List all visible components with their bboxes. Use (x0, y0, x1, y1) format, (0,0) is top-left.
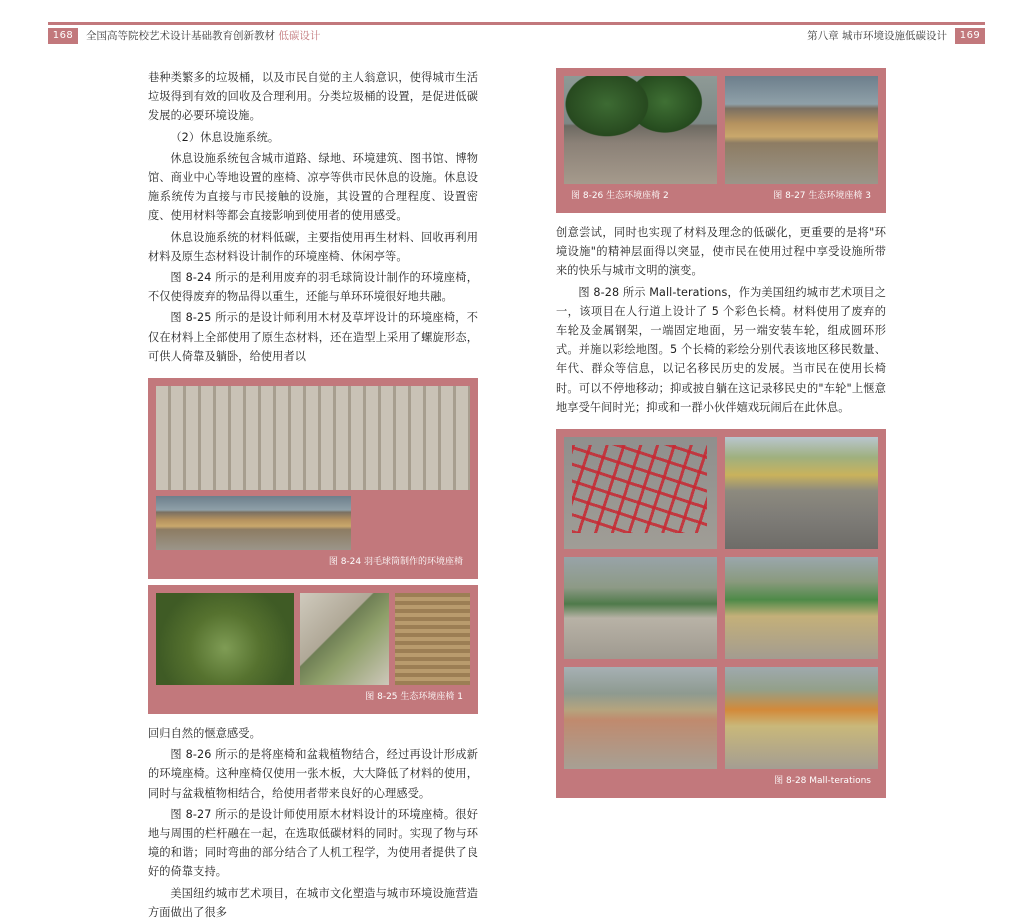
paragraph: 创意尝试，同时也实现了材料及理念的低碳化，更重要的是将"环境设施"的精神层面得以突显，使市民在使用过程中享受设施所带来的快乐与城市文明的演变。 (556, 226, 886, 278)
figure-caption: 图 8-27 生态环境座椅 3 (766, 188, 878, 205)
left-column (148, 68, 478, 924)
paragraph: 巷种类繁多的垃圾桶，以及市民自觉的主人翁意识，使得城市生活垃圾得到有效的回收及合理利用。分类垃圾桶的设置，是促进低碳发展的必要环境设施。 (148, 71, 478, 123)
paragraph: 回归自然的惬意感受。 (148, 727, 261, 741)
figure-8-25 (148, 585, 478, 714)
photo-kids-on-orange-bench (725, 667, 878, 769)
photo-tree-lined-street (725, 437, 878, 549)
paragraph: 图 8-26 所示的是将座椅和盆栽植物结合，经过再设计形成新的环境座椅。这种座椅仅使用一张木板，大大降低了材料的使用，同时与盆栽植物相结合，给使用者带来良好的心理感受。 (148, 748, 478, 800)
figure-8-28 (556, 429, 886, 798)
paragraph: 休息设施系统的材料低碳，主要指使用再生材料、回收再利用材料及原生态材料设计制作的环境座椅、休闲亭等。 (148, 230, 478, 263)
header-right-title: 第八章 城市环境设施低碳设计 (807, 30, 947, 42)
photo-child-on-wheel-bench (725, 557, 878, 659)
paragraph: 美国纽约城市艺术项目，在城市文化塑造与城市环境设施营造方面做出了很多 (148, 886, 478, 919)
header-left-title (86, 28, 320, 44)
header-left-accent: 低碳设计 (278, 30, 321, 42)
folio-right: 169 (955, 28, 985, 44)
photo-recycled-tube-benches (156, 386, 470, 490)
right-column (556, 68, 886, 808)
figure-caption: 图 8-24 羽毛球筒制作的环境座椅 (322, 554, 470, 571)
photo-bench-detail (156, 496, 351, 550)
photo-timber-bench-railing (725, 76, 878, 184)
photo-curved-wood-seat (300, 593, 389, 685)
photo-planter-bench (564, 76, 717, 184)
photo-painted-crosswalk-tire (564, 437, 717, 549)
folio-left: 168 (48, 28, 78, 44)
paragraph: 图 8-27 所示的是设计师使用原木材料设计的环境座椅。很好地与周围的栏杆融在一起，在选取低碳材料的同时。实现了物与环境的和谐；同时弯曲的部分结合了人机工程学，为使用者提供了良好的倚靠支持。 (148, 807, 478, 879)
paragraph: 图 8-28 所示 Mall-terations，作为美国纽约城市艺术项目之一，该项目在人行道上设计了 5 个彩色长椅。材料使用了废弃的车轮及金属钢架，一端固定地面，另一端安装车轮，组成圆环形式。并施以彩绘地图。5 个长椅的彩绘分别代表该地区移民数量、年代、群众等信息，以记名移民历史的发展。当市民在使用长椅时。可以不停地移动；抑或披自躺在这记录移民史的"车轮"上惬意地享受午间时光；抑或和一群小伙伴嬉戏玩闹后在此休息。 (556, 285, 886, 414)
header-left-main: 全国高等院校艺术设计基础教育创新教材 (86, 30, 275, 42)
figure-caption: 图 8-28 Mall-terations (767, 773, 878, 790)
paragraph: 休息设施系统包含城市道路、绿地、环境建筑、图书馆、博物馆、商业中心等地设置的座椅、凉亭等供市民休息的设施。休息设施系统传为直接与市民接触的设施，其设置的合理程度、设置密度、使用材料等都会直接影响到使用者的使用感受。 (148, 151, 478, 223)
header-rule (48, 22, 985, 25)
photo-worker-painting-pavement (564, 557, 717, 659)
page-header (48, 22, 985, 44)
photo-spiral-grass-seat (156, 593, 294, 685)
figure-caption: 图 8-26 生态环境座椅 2 (564, 188, 676, 205)
figure-8-24 (148, 378, 478, 579)
figure-8-26-8-27 (556, 68, 886, 213)
photo-group-sitting-bench (564, 667, 717, 769)
paragraph: 图 8-24 所示的是利用废弃的羽毛球筒设计制作的环境座椅，不仅使得废弃的物品得以重生，还能与单环环境很好地共融。 (148, 271, 478, 304)
photo-wooden-deck-seat (395, 593, 471, 685)
paragraph: （2）休息设施系统。 (170, 130, 280, 144)
paragraph: 图 8-25 所示的是设计师利用木材及草坪设计的环境座椅，不仅在材料上全部使用了原生态材料，还在造型上采用了螺旋形态，可供人倚靠及躺卧，给使用者以 (148, 311, 478, 363)
figure-caption: 图 8-25 生态环境座椅 1 (358, 689, 470, 706)
